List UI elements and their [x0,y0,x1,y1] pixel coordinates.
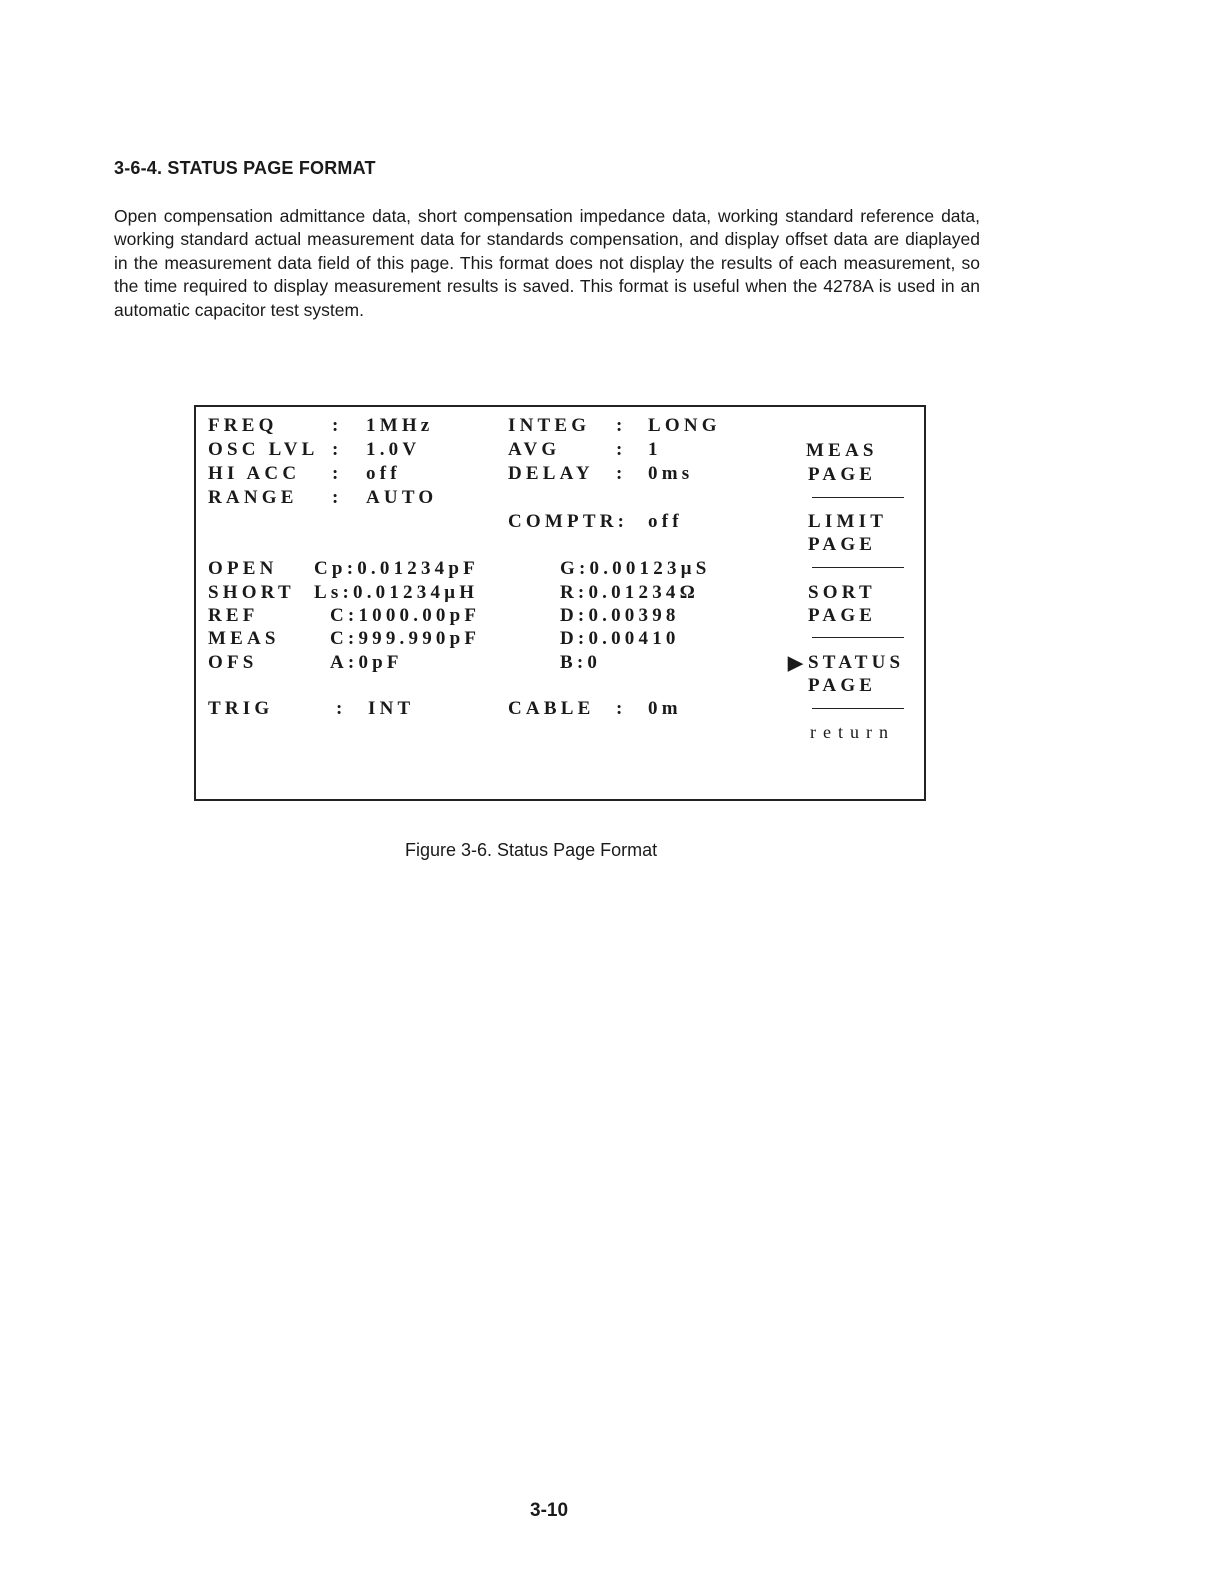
meas-primary-value: C:999.990pF [330,628,481,649]
hi-acc-colon: : [332,463,343,484]
ofs-label: OFS [208,652,258,673]
range-label: RANGE [208,487,298,508]
integ-label: INTEG [508,415,591,436]
menu-divider [812,567,904,568]
freq-value: 1MHz [366,415,434,436]
status-page-display [194,405,926,801]
delay-colon: : [616,463,627,484]
cable-label: CABLE [508,698,595,719]
section-heading: 3-6-4. STATUS PAGE FORMAT [114,158,376,178]
avg-label: AVG [508,439,561,460]
softkey-meas-line2: PAGE [808,464,877,485]
softkey-limit-line2: PAGE [808,534,877,555]
page-number: 3-10 [530,1500,569,1521]
softkey-meas-line1: MEAS [806,440,878,461]
open-secondary-value: G:0.00123µS [560,558,711,579]
integ-colon: : [616,415,627,436]
softkey-status-line2: PAGE [808,675,877,696]
menu-divider [812,637,904,638]
selected-marker-icon: ▶ [788,653,803,674]
range-colon: : [332,487,343,508]
figure-caption: Figure 3-6. Status Page Format [405,840,658,860]
freq-label: FREQ [208,415,278,436]
open-primary-value: Cp:0.01234pF [314,558,479,579]
trig-value: INT [368,698,415,719]
softkey-sort-line2: PAGE [808,605,877,626]
softkey-sort-line1: SORT [808,582,876,603]
softkey-limit-line1: LIMIT [808,511,888,532]
short-label: SHORT [208,582,295,603]
menu-divider [812,708,904,709]
softkey-return[interactable]: return [810,722,895,742]
short-secondary-value: R:0.01234Ω [560,582,700,603]
hi-acc-label: HI ACC [208,463,301,484]
osc-lvl-value: 1.0V [366,439,421,460]
avg-value: 1 [648,439,662,460]
osc-lvl-label: OSC LVL [208,439,319,460]
comptr-value: off [648,511,683,532]
meas-label: MEAS [208,628,280,649]
ref-primary-value: C:1000.00pF [330,605,481,626]
freq-colon: : [332,415,343,436]
comptr-label: COMPTR: [508,511,629,532]
integ-value: LONG [648,415,721,436]
hi-acc-value: off [366,463,401,484]
delay-value: 0ms [648,463,694,484]
short-primary-value: Ls:0.01234µH [314,582,479,603]
delay-label: DELAY [508,463,594,484]
open-label: OPEN [208,558,278,579]
range-value: AUTO [366,487,438,508]
trig-colon: : [336,698,347,719]
avg-colon: : [616,439,627,460]
softkey-status-line1: STATUS [808,652,905,673]
osc-lvl-colon: : [332,439,343,460]
cable-colon: : [616,698,627,719]
trig-label: TRIG [208,698,274,719]
meas-secondary-value: D:0.00410 [560,628,680,649]
ref-label: REF [208,605,259,626]
ofs-secondary-value: B:0 [560,652,602,673]
intro-paragraph: Open compensation admittance data, short compensation impedance data, working standard reference data, working standard actual measurement data for standards compensation, and display offset data are diaplayed in the measurement data field of this page. This format does not display the results of each measurement, so the time required to display measurement results is saved. This format is useful when the 4278A is used in an automatic capacitor test system. [114,206,980,320]
ofs-primary-value: A:0pF [330,652,403,673]
ref-secondary-value: D:0.00398 [560,605,680,626]
cable-value: 0m [648,698,682,719]
menu-divider [812,497,904,498]
